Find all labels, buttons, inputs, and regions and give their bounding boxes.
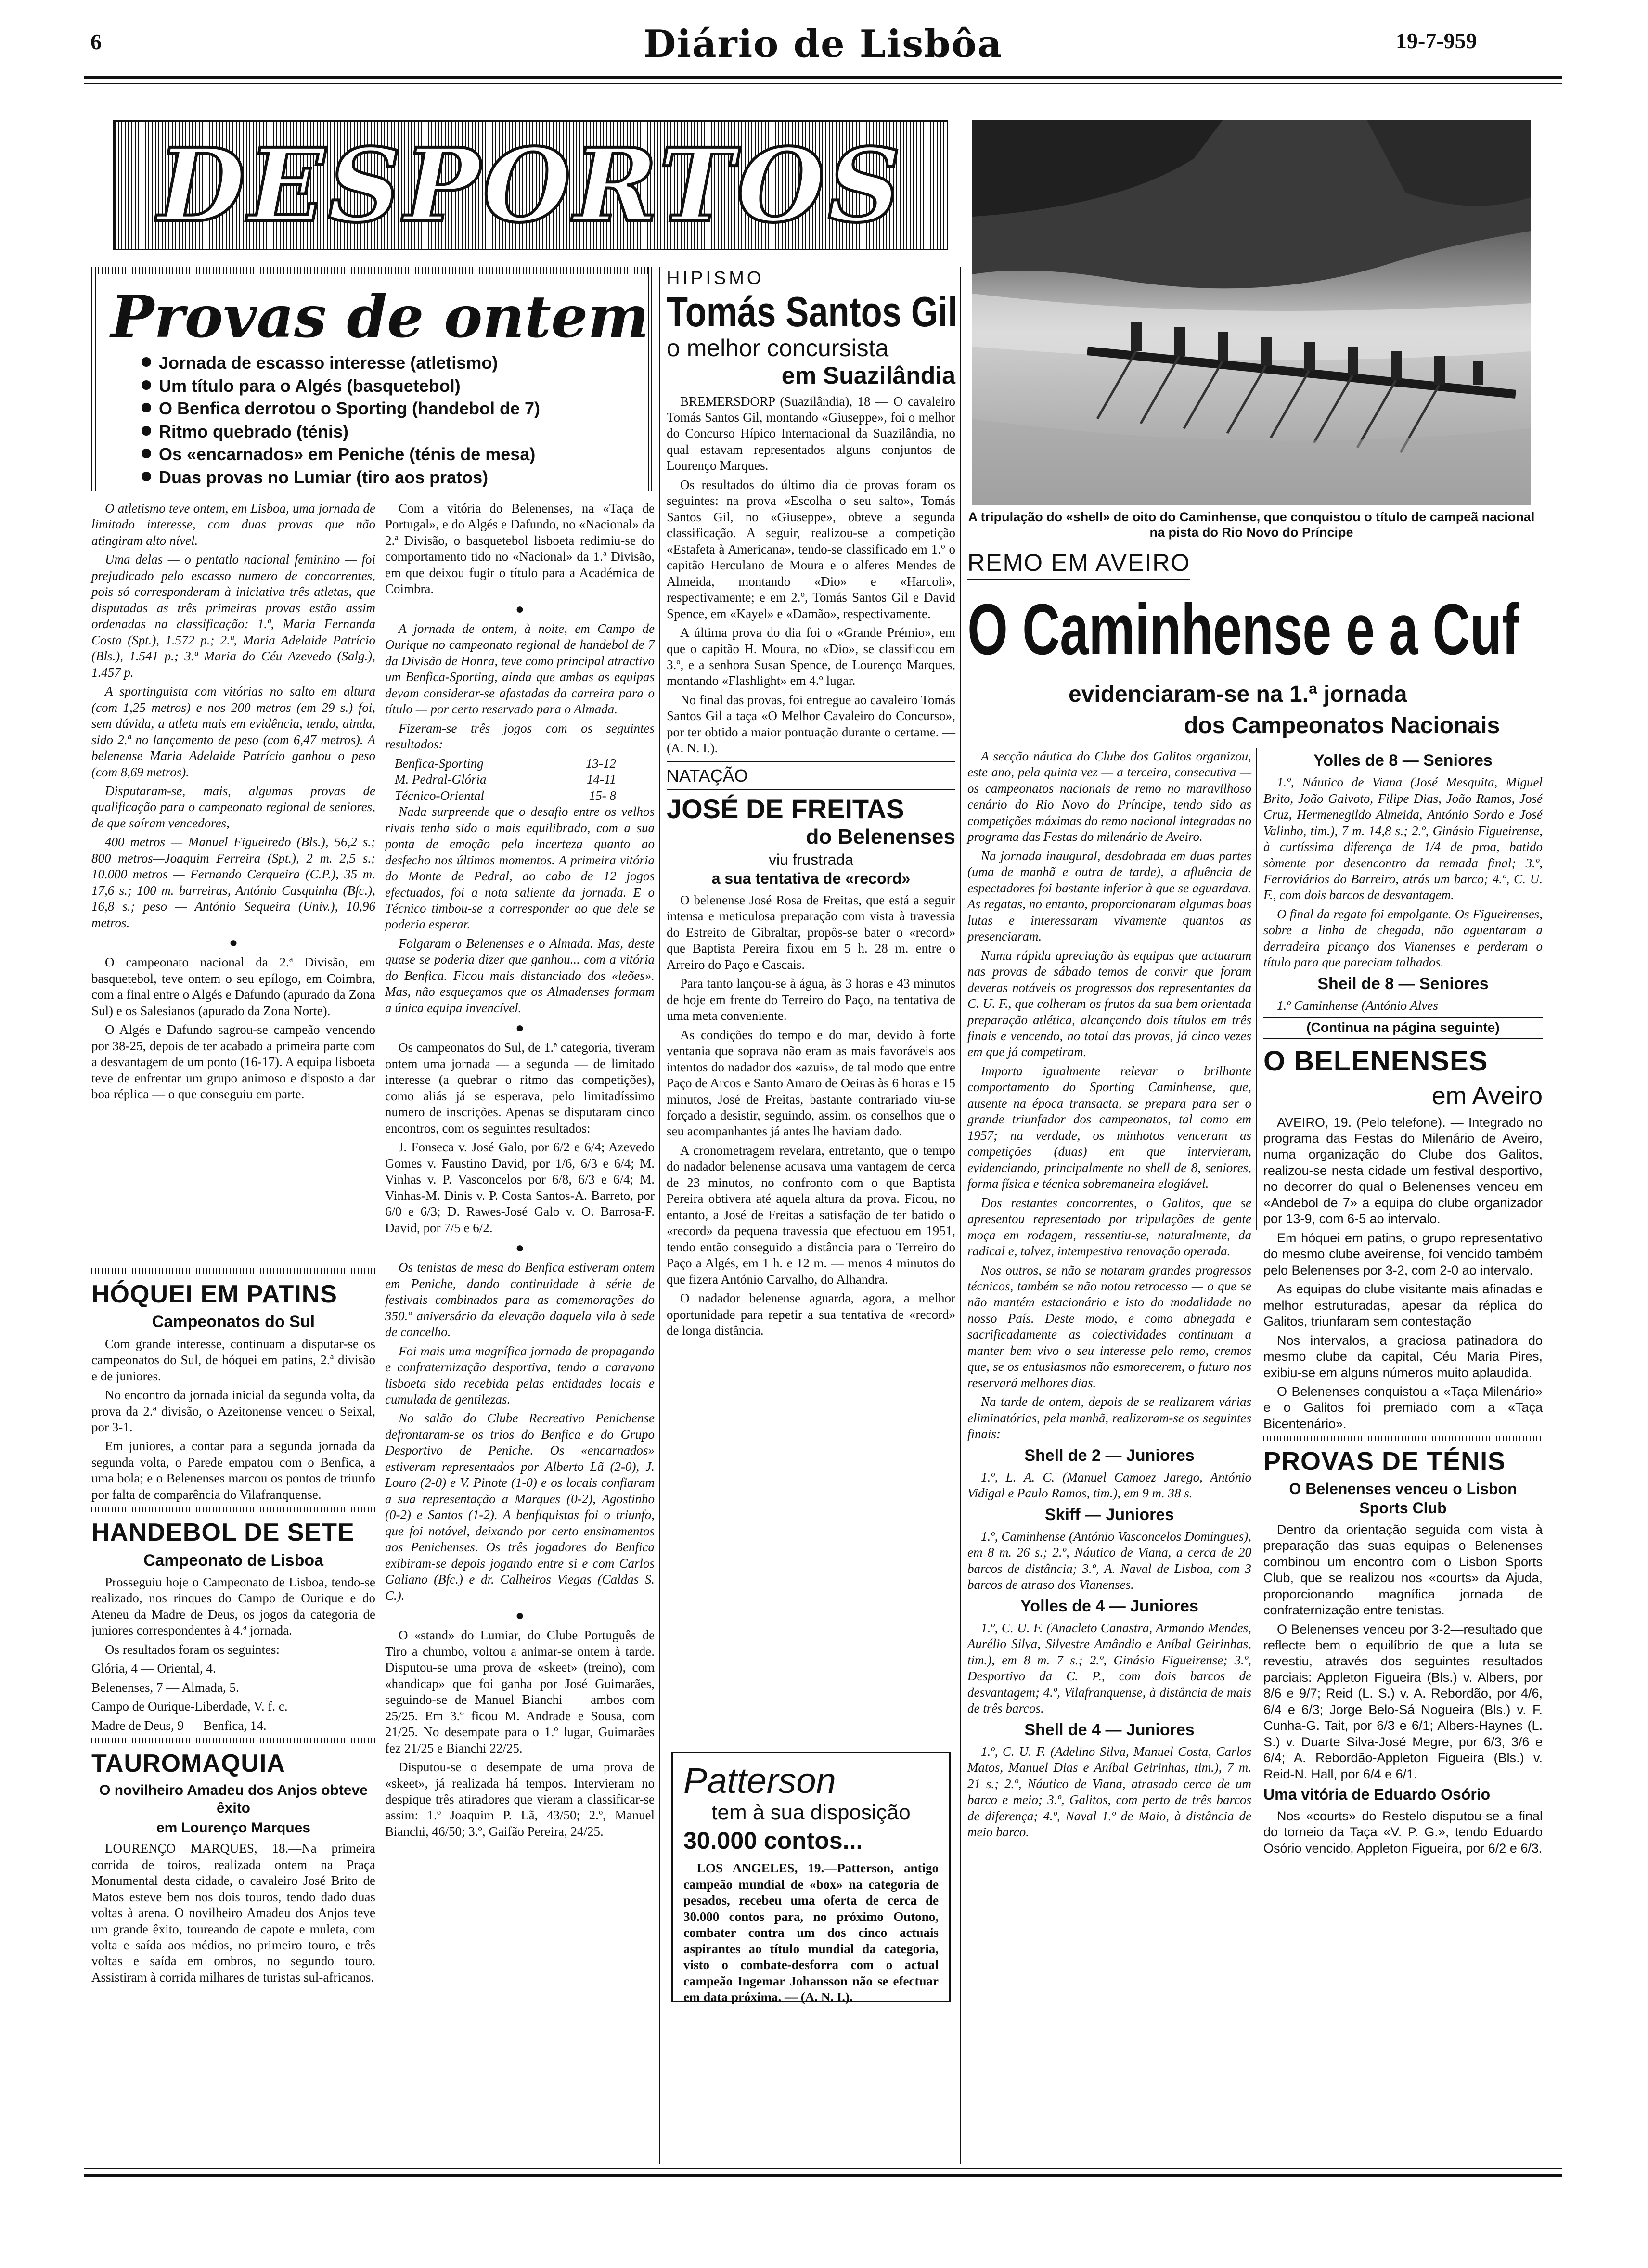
- hoquei-subtitle: Campeonatos do Sul: [152, 1313, 315, 1331]
- article-paragraph: A secção náutica do Clube dos Galitos organizou, este ano, pela quinta vez — a terceira, consecutiva — os campeonatos nacionais de remo no maravilhoso cenário do Rio Novo do Príncipe, tendo sido as competições máximas do remo nacional integradas no programa das Festas do milenário de Aveiro.: [967, 749, 1251, 844]
- article-paragraph: Foi mais uma magnífica jornada de propaganda e confraternização desportiva, tendo a caravana lisboeta sido recebida pelas entidades locais e cumulada de gentilezas.: [385, 1343, 655, 1406]
- article-paragraph: Na jornada inaugural, desdobrada em duas partes (uma de manhã e outra de tarde), a afluência de espectadores foi bastante inferior à que se aguardava. As regatas, no entanto, proporcionaram algumas boas lutas e interessaram vivamente quantos as presenciaram.: [967, 848, 1251, 944]
- section-rule: [91, 1738, 375, 1743]
- handebol-title: HANDEBOL DE SETE: [91, 1519, 355, 1547]
- banner-title: DESPORTOS: [157, 126, 904, 245]
- article-paragraph: O Belenenses venceu por 3-2—resultado que reflecte bem o equilíbrio de que a luta se revestiu, através dos seguintes resultados parciais: Appleton Figueira (Bls.) v. Albers, por 8/6 e 9/7; Reid (L. S.) v. A. Rebordão, por 4/6, 6/4 e 6/3; Jorge Belo-Sá Nogueira (Bls.) v. F. Cunha-G. Tait, por 6/3 e 6/1; Albers-Haynes (L. S.) v. Duarte Silva-José Megre, por 6/3, 3/6 e 6/4; A. Rebordão-Appleton Figueira (Bls.) v. Reid-N. Hall, por 6/4 e 6/1.: [1263, 1622, 1543, 1781]
- article-paragraph: O Belenenses conquistou a «Taça Milenário» e o Galitos foi premiado com a «Taça Bicentenário».: [1263, 1384, 1543, 1431]
- patterson-title: Patterson: [683, 1761, 836, 1801]
- article-paragraph: BREMERSDORP (Suazilândia), 18 — O cavaleiro Tomás Santos Gil, montando «Giuseppe», foi o melhor do Concurso Hípico Internacional da Suazilândia, no qual estavam representados alguns conjuntos de Lourenço Marques.: [667, 394, 955, 473]
- hipismo-subtitle: o melhor concursista: [667, 334, 889, 361]
- rowing-photo-image: [972, 120, 1531, 505]
- article-paragraph: Os campeonatos do Sul, de 1.ª categoria, tiveram ontem uma jornada — a segunda — de limitado interesse (a quebrar o ritmo das competições), como aliás já se esperava, pelo limitadíssimo numero de inscrições. Apenas se disputaram cinco encontros, com os seguintes resultados:: [385, 1040, 655, 1135]
- provas-bullet: Ritmo quebrado (ténis): [116, 420, 650, 443]
- separator-dot: ●: [515, 601, 525, 617]
- article-paragraph: O nadador belenense aguarda, agora, a melhor oportunidade para repetir a sua tentativa de «record» de longa distância.: [667, 1291, 955, 1338]
- article-paragraph: Em juniores, a contar para a segunda jornada da segunda volta, o Parede empatou com o Benfica, a uma bola; e o Belenenses marcou os pontos de triunfo por falta de comparência do Vilafranquense.: [91, 1439, 375, 1502]
- section-rule: [667, 789, 955, 790]
- page-number: 6: [90, 29, 102, 54]
- patterson-subtitle: tem à sua disposição: [711, 1800, 911, 1824]
- article-paragraph: A última prova do dia foi o «Grande Prémio», em que o capitão H. Moura, no «Dio», se classificou em 3.º, e a senhora Susan Spence, de Lourenço Marques, montando «Flashlight» em 4.º lugar.: [667, 625, 955, 688]
- handebol-subtitle: Campeonato de Lisboa: [143, 1551, 324, 1570]
- article-paragraph: Os tenistas de mesa do Benfica estiveram ontem em Peniche, dando continuidade à série de festivais combinados para as comemorações do 350.º aniversário da elevação daquela vila à sede de concelho.: [385, 1260, 655, 1340]
- article-paragraph: No final das provas, foi entregue ao cavaleiro Tomás Santos Gil a taça «O Melhor Cavaleiro do Concurso», por ter obtido a maior pontuação durante o certame. — (A. N. I.).: [667, 692, 955, 756]
- natacao-subtitle-3: a sua tentativa de «record»: [711, 870, 911, 888]
- race-title: Sheil de 8 — Seniores: [1317, 974, 1489, 993]
- separator-dot: ●: [515, 1020, 525, 1036]
- article-paragraph: J. Fonseca v. José Galo, por 6/2 e 6/4; Azevedo Gomes v. Faustino David, por 1/6, 6/3 e 6/4; M. Vinhas v. P. Vasconcelos por 6/8, 6/3 e 6/4; M. Vinhas-M. Dinis v. P. Costa Santos-A. Barreto, por 6/0 e 6/3; D. Rawes-José Galo v. O. Barrosa-F. David, por 7/5 e 6/2.: [385, 1140, 655, 1235]
- section-rule: [91, 1268, 375, 1274]
- natacao-kicker: NATAÇÃO: [667, 765, 748, 786]
- provas-bullet: Jornada de escasso interesse (atletismo): [116, 351, 650, 374]
- result-score: 14-11: [587, 772, 616, 787]
- article-paragraph: No salão do Clube Recreativo Penichense defrontaram-se os trios do Benfica e do Grupo Desportivo de Peniche. Os «encarnados» estiveram representados por Alberto Lã (2-0), J. Louro (2-0) e V. Pinote (1-0) e os locais confiaram a sua representação a Marques (0-2), Agostinho (0-2) e Santos (1-2). A benfiquistas foi o triunfo, que foi notável, deixando por certo ensinamentos aos Penichenses. Os três jogadores do Benfica exibiram-se depois jogando entre si e com Carlos Galiano (Bfc.) e dr. Calheiros Viegas (Caldas S. C.).: [385, 1411, 655, 1603]
- column-divider: [1256, 748, 1257, 1230]
- header-rule-top: [84, 76, 1562, 79]
- article-paragraph: Dos restantes concorrentes, o Galitos, que se apresentou representado por tripulações de gente moça em rodagem, ressentiu-se, naturalmente, da radical e, talvez, intempestiva renovação operada.: [967, 1195, 1251, 1259]
- remo-column-2: [1263, 748, 1543, 1859]
- separator-dot: ●: [515, 1240, 525, 1256]
- middle-column: [667, 267, 958, 1342]
- article-paragraph: Folgaram o Belenenses e o Almada. Mas, deste quase se poderia dizer que ganhou... com a vitória do Benfica. Ficou mais distanciado dos «leões». Mas, não esqueçamos que os Almadenses formam a única equipa invencível.: [385, 936, 655, 1015]
- race-title: Shell de 2 — Juniores: [1024, 1446, 1195, 1465]
- remo-title: O Caminhense e a Cuf: [967, 589, 1519, 670]
- provas-bullet: Um título para o Algés (basquetebol): [116, 374, 650, 398]
- provas-column-1: [91, 501, 375, 1106]
- natacao-subtitle: do Belenenses: [806, 825, 955, 849]
- result-score: 15- 8: [589, 788, 616, 803]
- race-result: 1.º, Caminhense (António Vasconcelos Domingues), em 8 m. 26 s.; 2.º, Náutico de Viana, a cerca de 20 barcos de distância; 3.º, A. Naval de Lisboa, com 3 barcos de atraso dos Vianenses.: [967, 1529, 1251, 1592]
- article-paragraph: Disputaram-se, mais, algumas provas de qualificação para o campeonato regional de seniores, de que saíram vencedores,: [91, 783, 375, 830]
- tauromaquia-subtitle: O novilheiro Amadeu dos Anjos obteve êxito: [99, 1782, 368, 1816]
- tenis-title: PROVAS DE TÉNIS: [1263, 1447, 1506, 1476]
- article-paragraph: Os resultados foram os seguintes:: [105, 1642, 280, 1657]
- hipismo-subtitle-2: em Suazilândia: [781, 362, 955, 389]
- provas-column-2: [385, 501, 655, 1843]
- race-title: Shell de 4 — Juniores: [1024, 1720, 1195, 1739]
- patterson-text: LOS ANGELES, 19.—Patterson, antigo campeão mundial de «box» na categoria de pesados, recebeu uma oferta de cerca de 30.000 contos para, no próximo Outono, combater contra um dos cinco actuais aspirantes ao título mundial da categoria, visto o combate-desforra com o actual campeão Ingemar Johansson não se efectuar em data próxima. — (A. N. I.).: [683, 1861, 939, 2004]
- article-paragraph: Campo de Ourique-Liberdade, V. f. c.: [91, 1699, 288, 1714]
- result-row: [395, 756, 616, 772]
- belenenses-subtitle: em Aveiro: [1431, 1082, 1543, 1110]
- remo-column-1: [967, 748, 1251, 1843]
- left-lower-column: [91, 1268, 375, 1988]
- continues-note: (Continua na página seguinte): [1263, 1017, 1543, 1039]
- article-paragraph: Com grande interesse, continuam a disputar-se os campeonatos do Sul, de hóquei em patins, 2.ª divisão e de juniores.: [91, 1336, 375, 1383]
- header-rule-bottom: [84, 83, 1562, 84]
- article-paragraph: O campeonato nacional da 2.ª Divisão, em basquetebol, teve ontem o seu epílogo, em Coimbra, com a final entre o Algés e Dafundo (apurado da Zona Sul) e os Salesianos (apurado da Zona Norte).: [91, 955, 375, 1018]
- section-rule: [1263, 1436, 1543, 1441]
- handebol-results: [385, 756, 655, 804]
- article-paragraph: A jornada de ontem, à noite, em Campo de Ourique no campeonato regional de handebol de 7 da Divisão de Honra, teve como principal atractivo um Benfica-Sporting, ainda que ambas as equipas devam considerar-se afastadas da carreira para o título — por certo reservado para o Almada.: [385, 621, 655, 717]
- article-paragraph: Glória, 4 — Oriental, 4.: [91, 1661, 216, 1676]
- section-rule: [667, 761, 955, 762]
- masthead: Diário de Lisbôa: [643, 22, 1003, 66]
- article-paragraph: No encontro da jornada inicial da segunda volta, da prova da 2.ª divisão, o Azeitonense venceu o Seixal, por 3-1.: [91, 1388, 375, 1434]
- provas-bullets: [116, 351, 650, 489]
- result-match: Técnico-Oriental: [395, 788, 484, 803]
- belenenses-title: O BELENENSES: [1263, 1045, 1488, 1077]
- race-result: 1.º, C. U. F. (Anacleto Canastra, Armando Mendes, Aurélio Silva, Silvestre Amândio e Aníbal Geirinhas, tim.), em 8 m. 7 s.; 2.º, Ginásio Figueirense; 3.º, Desportivo da C. P., com dois barcos de desvantagem; 4.º, Vilafranquense, à distância de mais de três barcos.: [967, 1620, 1251, 1716]
- separator-dot: ●: [515, 1608, 525, 1624]
- article-paragraph: Belenenses, 7 — Almada, 5.: [91, 1680, 239, 1695]
- issue-date: 19-7-959: [1396, 28, 1477, 53]
- provas-left-rule: [91, 267, 98, 491]
- article-paragraph: Nos «courts» do Restelo disputou-se a final do torneio da Taça «V. P. G.», tendo Eduardo Osório vencido, Appleton Figueira, por 6/2 e 6/3.: [1263, 1808, 1543, 1856]
- article-paragraph: A cronometragem revelara, entretanto, que o tempo do nadador belenense acusava uma vantagem de cerca de 23 minutos, no confronto com o que Baptista Pereira obtivera até aquela altura da prova. Ficou, no entanto, a José de Freitas a satisfação de ter batido o «record» da pequena travessia que efectuou em 1951, tendo então conseguido a distância para o Terreiro do Paço a Algés, em 1 h. e 12 m. — menos 4 minutos do que fizera António Carvalho, do Alhandra.: [667, 1143, 955, 1287]
- remo-subtitle-2: dos Campeonatos Nacionais: [1184, 713, 1500, 738]
- article-paragraph: A sportinguista com vitórias no salto em altura (com 1,25 metros) e nos 200 metros (em 29 s.) foi, sem dúvida, a atleta mais em evidência, tendo, ainda, sido 2.ª no lançamento de peso (com 6,47 metros). A belenense Maria Adelaide Patrício ganhou o peso (com 8,69 metros).: [91, 684, 375, 779]
- natacao-subtitle-2: viu frustrada: [768, 850, 854, 868]
- hipismo-kicker: HIPISMO: [667, 268, 764, 288]
- footer-rule-top: [84, 2168, 1562, 2169]
- article-paragraph: Os resultados do último dia de provas foram os seguintes: na prova «Escolha o seu salto», Tomás Santos Gil, no «Giuseppe», obteve a segunda classificação. A seguir, realizou-se a competição «Estafeta à Americana», tendo-se classificado em 1.º o capitão Herculano de Moura e o alferes Mendes de Almeida, montando «Dio» e «Harcoli», respectivamente; e em 2.º, Tomás Santos Gil e David Spence, em «Kayel» e «Damão», respectivamente.: [667, 477, 955, 621]
- article-paragraph: Uma delas — o pentatlo nacional feminino — foi prejudicado pelo escasso numero de concorrentes, pois só corresponderam à iniciativa três atletas, que disputadas as três primeiras provas estão assim ordenadas na classificação: 1.ª, Maria Fernanda Costa (Spt.), 1.572 p.; 2.ª, Maria Adelaide Patrício (Bls.), 1.541 p.; 3.ª Maria do Céu Azevedo (Salg.), 1.457 p.: [91, 552, 375, 680]
- tenis-subtitle: O Belenenses venceu o Lisbon Sports Club: [1289, 1480, 1517, 1517]
- article-paragraph: As equipas do clube visitante mais afinadas e melhor estruturadas, apesar da réplica do Galitos, triunfaram sem contestação: [1263, 1282, 1543, 1329]
- footer-rule-bottom: [84, 2174, 1562, 2177]
- column-divider: [960, 267, 961, 2164]
- race-result: 1.º Caminhense (António Alves: [1277, 998, 1438, 1013]
- provas-bullet: Os «encarnados» em Peniche (ténis de mesa): [116, 443, 650, 466]
- race-title: Yolles de 8 — Seniores: [1313, 751, 1493, 770]
- article-paragraph: Madre de Deus, 9 — Benfica, 14.: [91, 1718, 267, 1733]
- tenis-subtitle-2: Uma vitória de Eduardo Osório: [1263, 1786, 1491, 1804]
- article-paragraph: O final da regata foi empolgante. Os Figueirenses, sobre a linha de chegada, não aguentaram a derradeira picanço dos Vianenses e perderam o título para que pareciam talhados.: [1263, 906, 1543, 970]
- article-paragraph: Fizeram-se três jogos com os seguintes resultados:: [385, 721, 655, 752]
- natacao-title: JOSÉ DE FREITAS: [667, 794, 904, 825]
- section-rule: [91, 1507, 375, 1512]
- result-row: [395, 788, 616, 804]
- provas-bullet: Duas provas no Lumiar (tiro aos pratos): [116, 466, 650, 489]
- race-result: 1.º, Náutico de Viana (José Mesquita, Miguel Brito, João Gaivoto, Filipe Dias, João Ramos, José Cruz, Hermenegildo Almeida, António Sordo e José Valinho, tim.), 7 m. 14,8 s.; 2.º, Ginásio Figueirense, à curtíssima diferença de 1/4 de proa, batido sòmente por desencontro da remada final; 3.º, Ferroviários do Barreiro, atrás um barco; 4.º, C. U. F., com dois barcos de desvantagem.: [1263, 775, 1543, 902]
- provas-bullet: O Benfica derrotou o Sporting (handebol de 7): [116, 397, 650, 420]
- article-paragraph: O Algés e Dafundo sagrou-se campeão vencendo por 38-25, depois de ter acabado a primeira parte com a desvantagem de um ponto (16-17). A equipa lisboeta teve de enfrentar um grupo animoso e disposto a dar boa réplica — o que conseguiu em parte.: [91, 1022, 375, 1102]
- result-row: [395, 772, 616, 787]
- result-match: M. Pedral-Glória: [395, 772, 487, 787]
- article-paragraph: O «stand» do Lumiar, do Clube Português de Tiro a chumbo, voltou a animar-se ontem à tarde. Disputou-se uma prova de «skeet» (treino), com «handicap» que foi ganha por José Guimarães, seguindo-se de Manuel Bianchi — ambos com 25/25. Em 3.º ficou M. Andrade e Sousa, com 21/25. No desempate para o 1.º lugar, Guimarães fez 21/25 e Bianchi 22/25.: [385, 1628, 655, 1755]
- article-paragraph: AVEIRO, 19. (Pelo telefone). — Integrado no programa das Festas do Milenário de Aveiro, numa organização do Clube dos Galitos, realizou-se nesta cidade um festival desportivo, no decorrer do qual o Belenenses venceu em «Andebol de 7» a equipa do clube organizador por 13-9, com 6-5 ao intervalo.: [1263, 1115, 1543, 1226]
- race-result: 1.º, L. A. C. (Manuel Camoez Jarego, António Vidigal e Paulo Ramos, tim.), em 9 m. 38 s.: [967, 1469, 1251, 1501]
- article-paragraph: Importa igualmente relevar o brilhante comportamento do Sporting Caminhense, que, ausente na época transacta, se prepara para ser o grande triunfador dos campeonatos, tal como em 1957; na verdade, os minhotos venceram as competições (duas) em que intervieram, evidenciando, principalmente no shell de 8, seniores, forma física e técnica sobremaneira elogiável.: [967, 1063, 1251, 1191]
- provas-top-rule: [91, 267, 655, 274]
- race-title: Yolles de 4 — Juniores: [1020, 1597, 1198, 1615]
- article-paragraph: As condições do tempo e do mar, devido à forte ventania que soprava não eram as mais favoráveis aos intentos do nadador dos «azuis», de tal modo que entre Paço de Arcos e Santo Amaro de Oeiras às 6 horas e 15 minutos, José de Freitas, bastante contrariado viu-se forçado a desistir, seguindo, assim, os conselhos que o seu acompanhantes já antes lhe haviam dado.: [667, 1027, 955, 1139]
- provas-title: Provas de ontem: [111, 283, 649, 351]
- hoquei-title: HÓQUEI EM PATINS: [91, 1280, 337, 1308]
- rowing-photo: [972, 120, 1531, 505]
- article-paragraph: Para tanto lançou-se à água, às 3 horas e 43 minutos de hoje em frente do Terreiro do Paço, na tentativa de uma meta conveniente.: [667, 976, 955, 1023]
- article-paragraph: Nos intervalos, a graciosa patinadora do mesmo clube da capital, Céu Maria Pires, exibiu-se em alguns números muito aplaudida.: [1263, 1333, 1543, 1380]
- hipismo-title: Tomás Santos Gil: [667, 288, 958, 336]
- article-paragraph: Nos outros, se não se notaram grandes progressos técnicos, também se não notou retrocesso — o que se não mantém estacionário e isto do modalidade no nosso País. Deste modo, e como abnegada e sacrificadamente as colectividades continuam a manter bem vivo o seu interesse pelo remo, cremos que, se os entusiasmos não esmorecerem, o futuro nos reservará melhores dias.: [967, 1263, 1251, 1390]
- tauromaquia-subtitle-2: em Lourenço Marques: [156, 1820, 311, 1836]
- column-divider: [659, 267, 660, 2164]
- article-paragraph: O belenense José Rosa de Freitas, que está a seguir intensa e meticulosa preparação com vista à travessia do Estreito de Gibraltar, propôs-se bater o «record» que Baptista Pereira fixou em 5 h. 28 m. entre o Arreiro do Paço e Cascais.: [667, 892, 955, 972]
- separator-dot: ●: [229, 935, 238, 951]
- article-paragraph: Na tarde de ontem, depois de se realizarem várias eliminatórias, pela manhã, realizaram-se os seguintes finais:: [967, 1394, 1251, 1442]
- patterson-subtitle-2: 30.000 contos...: [683, 1827, 863, 1855]
- article-paragraph: Com a vitória do Belenenses, na «Taça de Portugal», e do Algés e Dafundo, no «Nacional» da 2.ª Divisão, o basquetebol lisboeta redimiu-se do comportamento tido no «Nacional» da 1.ª Divisão, em que deixou fugir o título para a Académica de Coimbra.: [385, 501, 655, 596]
- article-paragraph: O atletismo teve ontem, em Lisboa, uma jornada de limitado interesse, com duas provas que não atingiram alto nível.: [91, 501, 375, 548]
- result-match: Benfica-Sporting: [395, 756, 484, 771]
- tauromaquia-title: TAUROMAQUIA: [91, 1750, 285, 1778]
- photo-caption: A tripulação do «shell» de oito do Caminhense, que conquistou o título de campeã nacional na pista do Rio Novo do Príncipe: [968, 510, 1535, 540]
- remo-subtitle: evidenciaram-se na 1.ª jornada: [1069, 682, 1407, 707]
- article-paragraph: 400 metros — Manuel Figueiredo (Bls.), 56,2 s.; 800 metros—Joaquim Ferreira (Spt.), 2 m. 2,5 s.; 10.000 metros — Fernando Cerqueira (C.P.), 35 m. 17,6 s.; 100 m. barreiras, António Casquinha (Bfc.), 16,8 s.; peso — António Sequeira (Univ.), 10,96 metros.: [91, 835, 375, 930]
- article-paragraph: Dentro da orientação seguida com vista à preparação das suas equipas o Belenenses combinou um encontro com o Lisbon Sports Club, que se realizou nos «courts» da Ajuda, proporcionando magnífica jornada de confraternização entre tenistas.: [1263, 1522, 1543, 1618]
- remo-kicker: REMO EM AVEIRO: [967, 549, 1190, 580]
- desportos-banner: [113, 120, 948, 250]
- article-paragraph: Numa rápida apreciação às equipas que actuaram nas provas de sábado temos de convir que foram deveras notáveis os progressos dos representantes da C. U. F., que colheram os frutos da sua bem orientada preparação atlética, alcançando dois títulos em três finais e vencendo, no total das provas, já cinco vezes em que já competiram.: [967, 948, 1251, 1059]
- article-paragraph: Nada surpreende que o desafio entre os velhos rivais tenha sido o mais equilibrado, com a sua ponta de emoção pela incerteza quanto ao desfecho nos últimos momentos. A primeira vitória do Monte de Pedral, ao cabo de 12 jogos efectuados, foi a nota saliente da jornada. E o Técnico timbou-se a corresponder ao que dele se poderia esperar.: [385, 804, 655, 932]
- article-paragraph: Disputou-se o desempate de uma prova de «skeet», já realizada há tempos. Intervieram no despique três atiradores que vieram a classificar-se assim: 1.º Joaquim P. Lã, 43/50; 2.º, Manuel Bianchi, 46/50; 3.º, Gaifão Pereira, 24/25.: [385, 1760, 655, 1839]
- article-paragraph: LOURENÇO MARQUES, 18.—Na primeira corrida de toiros, realizada ontem na Praça Monumental desta cidade, o cavaleiro José Brito de Matos esteve bem nos dois touros, tendo dado duas voltas à arena. O novilheiro Amadeu dos Anjos teve um grande êxito, toureando de capote e muleta, com volta e saída aos médios, no primeiro touro, e três voltas e saída em ombros, no segundo touro. Assistiram à corrida milhares de turistas sul-africanos.: [91, 1841, 375, 1984]
- article-paragraph: Prosseguiu hoje o Campeonato de Lisboa, tendo-se realizado, nos rinques do Campo de Ourique e do Ateneu da Madre de Deus, os jogos da categoria de juniores correspondentes à 4.ª jornada.: [91, 1574, 375, 1638]
- patterson-box: [671, 1752, 951, 2002]
- result-score: 13-12: [586, 756, 616, 771]
- race-result: 1.º, C. U. F. (Adelino Silva, Manuel Costa, Carlos Matos, Manuel Dias e Aníbal Geirinhas, tim.), 7 m. 21 s.; 2.º, Náutico de Viana, atrasado cerca de um barco e meio; 3.º, Galitos, com perto de três barcos de diferença; 4.º, Naval 1.º de Maio, à distância de meio barco.: [967, 1744, 1251, 1840]
- article-paragraph: Em hóquei em patins, o grupo representativo do mesmo clube aveirense, foi vencido também pelo Belenenses por 3-2, com 2-0 ao intervalo.: [1263, 1230, 1543, 1277]
- race-title: Skiff — Juniores: [1044, 1505, 1174, 1524]
